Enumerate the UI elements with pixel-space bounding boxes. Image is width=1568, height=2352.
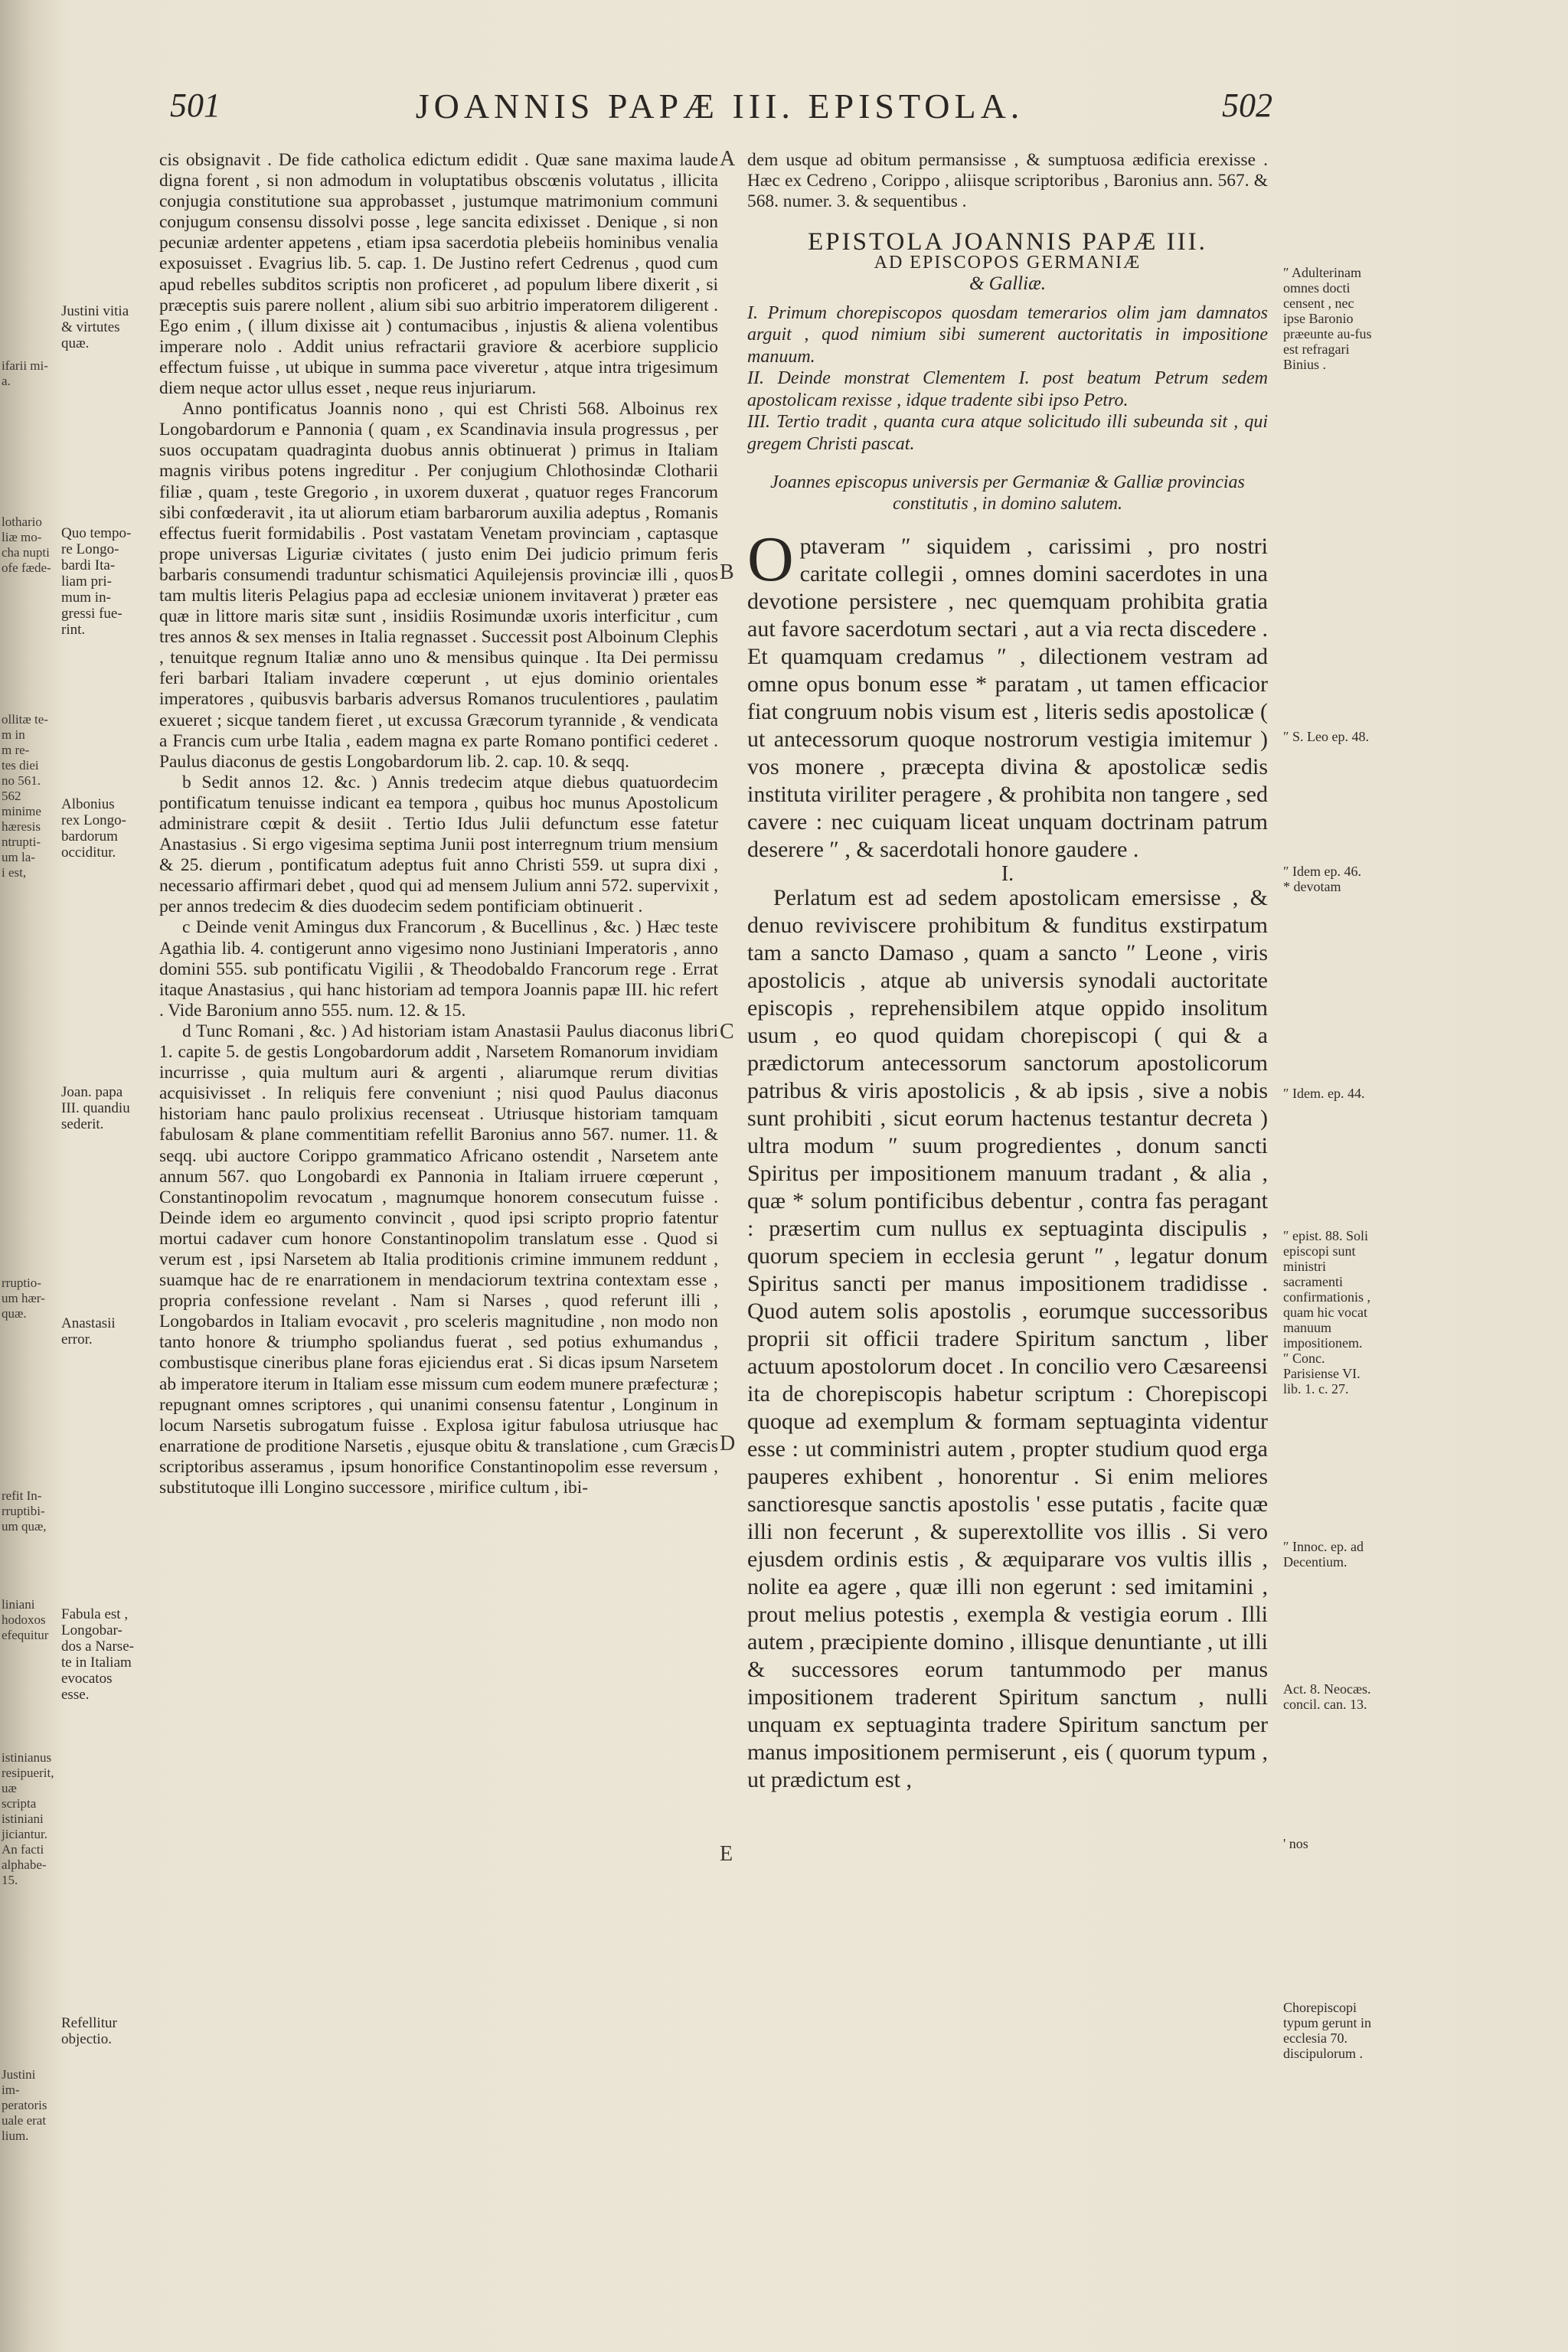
paragraph: ptaveram ″ siquidem , carissimi , pro nostri caritate collegii , omnes domini sacerdotes in una devotione persistere , nec quemquam prohibita gratia aut favore sacerdotum sectari , aut a via recta discedere . Et quamquam credamus ″ , dilectionem vestram ad omne opus bonum esse * paratam , ut tamen efficacior fiat congruum nobis visum est , literis sedis apostolicæ ( ut antecessorum quoque nostrorum vestigia imitemur ) vos monere , præcepta divina & apostolicæ sedis instituta viriliter peragere , & prohibita non tangere , sed cavere : nec cuiquam liceat unquam doctrinam patrum deserere ″ , & sacerdotali honore gaudere . bbox=[747, 534, 1268, 863]
epistle-subtitle: & Galliæ. bbox=[969, 273, 1046, 295]
section-letter: E bbox=[720, 1842, 733, 1866]
bleed-note: Justini im- peratoris uale erat lium. bbox=[2, 2067, 47, 2143]
side-note: Albonius rex Longo- bardorum occiditur. bbox=[61, 796, 126, 861]
section-letter: A bbox=[720, 147, 736, 171]
paragraph: Perlatum est ad sedem apostolicam emersisse , & denuo reviviscere prohibitum & funditus exstirpatum tam a sancto Damaso , quam a sancto ″ Leone , viris apostolicis , atque ab universis synodali auctoritate episcopis , reprehensibilem atque oppido insolitum usum , eo quod quidam chorepiscopi ( qui & a prædictorum antecessorum sanctorum apostolicorum patribus & viris apostolicis , & ab ipsis , sive a nobis sunt prohibiti , sicut eorum hactenus testantur decreta ) ultra modum ″ suum progredientes , donum sancti Spiritus per impositionem manuum tradant , & alia , quæ * solum pontificibus debentur , contra fas peragant : præsertim cum nullus ex septuaginta discipulis , quorum speciem in ecclesia gerunt ″ , legatur donum Spiritus sancti per manus impositionem tradidisse . Quod autem solis apostolis , eorumque successoribus proprii sit officii tradere Spiritum sanctum , liber actuum apostolorum docet . In concilio vero Cæsareensi ita de chorepiscopis habetur scriptum : Chorepiscopi quoque ad exemplum & formam septuaginta videntur esse : ut comministri autem , propter studium quod erga pauperes exhibent , honorentur . Si enim meliores sanctioresque sanctis apostolis ' esse putatis , facite quæ illi non fecerunt , & superextollite vos illis . Si vero ejusdem ordinis estis , & æquiparare vos vultis illis , nolite ea agere , quæ illi non egerunt : sed imitamini , prout melius potestis , exempla & vestigia eorum . Illi autem , præcipiente domino , illisque denuntiante , ut illi & successores eorum tantummodo per manus impositionem traderent Spiritum sanctum , nulli unquam ex septuaginta tradere Spiritum sanctum per manus impositionem permiserunt , eis ( quorum typum , ut prædictum est , bbox=[747, 885, 1268, 1793]
side-note: Anastasii error. bbox=[61, 1315, 116, 1348]
section-letter: D bbox=[720, 1432, 736, 1455]
summary-item: II. Deinde monstrat Clementem I. post beatum Petrum sedem apostolicam rexisse , idque tradente sibi ipso Petro. bbox=[747, 368, 1268, 410]
bleed-note: ollitæ te- m in m re- tes diei no 561. 562 minime hæresis ntrupti- um la- i est, bbox=[2, 712, 48, 880]
footnote-b: b Sedit annos 12. &c. ) Annis tredecim atque diebus quatuordecim pontificatum tenuisse indicant ea tempora , quibus hoc munus Apostolicum administrare cœpit & desiit . Tertio Idus Julii defunctum esse fatetur Anastasius . Si ergo vigesima septima Junii post interregnum trium mensium & 25. dierum , pontificatum adeptus fuit anno Christi 559. ut supra dixi , necessario affirmari debet , quod qui ad mensem Julium anni 572. supervixit , per annos tredecim & dies duodecim sedem pontificiam obtinuerit . bbox=[159, 772, 718, 917]
side-note: ″ Idem. ep. 44. bbox=[1283, 1086, 1365, 1101]
summary-item: III. Tertio tradit , quanta cura atque solicitudo illi subeunda sit , qui gregem Christi pascat. bbox=[747, 412, 1268, 454]
footnote-c: c Deinde venit Amingus dux Francorum , & Bucellinus , &c. ) Hæc teste Agathia lib. 4. contigerunt anno vigesimo nono Justiniani Imperatoris , anno domini 555. sub pontificatu Vigilii , & Theodobaldo Francorum rege . Errat itaque Anastasius , qui hanc historiam ad tempora Joannis papæ III. hic refert . Vide Baronium anno 555. num. 12. & 15. bbox=[159, 917, 718, 1021]
footnote-d: d Tunc Romani , &c. ) Ad historiam istam Anastasii Paulus diaconus libri 1. capite 5. de gestis Longobardorum addit , Narsetem Romanorum invidiam incurrisse , quia multum auri & argenti , aliarumque rerum divitias acquisivisset . In reliquis fere conveniunt ; nisi quod Paulus diaconus historiam hanc paulo prolixius recenseat . Utriusque historiam tamquam fabulosam & plane commentitiam refellit Baronius anno 567. numer. 11. & seqq. ubi auctore Corippo grammatico Africano ostendit , Narsetem ante annum 567. quo Longobardi ex Pannonia in Italiam irruere cœperunt , Constantinopolim revocatum , magnumque honorem consecutum fuisse . Deinde idem eo argumento convincit , quod ipsi scripto proprio fatentur mortui cadaver cum honore Constantinopolim translatum esse . Quod si verum est , ipsi Narsetem ab Italia proditionis crimine immunem reddunt , suamque hac de re enarrationem in mendaciorum textrina contextam esse , propria confessione revelant . Nam si Narses , quod referunt illi , Longobardos in Italiam evocavit , pro sceleris magnitudine , non modo non tanto honore & triumpho spoliandus fuerat , sed potius exhumandus , combustisque cineribus plane foras ejiciendus erat . Si dicas ipsum Narsetem ab imperatore iterum in Italiam esse missum cum eodem munere præfecturæ ; repugnant omnes scriptores , qui unanimi consensu fatentur , Longinum in locum Narsetis subrogatum fuisse . Explosa igitur fabulosa utriusque hac enarratione de proditione Narsetis , ejusque obitu & translatione , cum Græcis scriptoribus asseramus , ipsum honorifice Constantinopolim esse reversum , substitutoque illi Longino successore , mirifice cultum , ibi- bbox=[159, 1021, 718, 1498]
section-letter: C bbox=[720, 1020, 734, 1044]
side-note: ″ Innoc. ep. ad Decentium. bbox=[1283, 1539, 1364, 1570]
page-title: JOANNIS PAPÆ III. EPISTOLA. bbox=[415, 87, 1024, 126]
side-note: ″ Idem ep. 46. * devotam bbox=[1283, 864, 1361, 894]
bleed-note: istinianus resipuerit, uæ scripta istiniani jiciantur. An facti alphabe- 15. bbox=[2, 1750, 54, 1887]
bleed-note: rruptio- um hær- quæ. bbox=[2, 1276, 45, 1321]
section-letter: B bbox=[720, 560, 734, 584]
side-note: Joan. papa III. quandiu sederit. bbox=[61, 1084, 130, 1132]
side-note: ″ Adulterinam omnes docti censent , nec ipse Baronio præeunte au-fus est refragari Binius . bbox=[1283, 265, 1372, 372]
epistle-opening bbox=[747, 524, 1268, 864]
paragraph: Anno pontificatus Joannis nono , qui est Christi 568. Alboinus rex Longobardorum e Pannonia ( quam , ex Scandinavia insula progressus , per suos occupatam quadraginta duobus annis obtinuerat ) primus in Italiam magnis viribus potens ingreditur . Per conjugium Chlothosindæ Clotharii filiæ , quam , teste Gregorio , in uxorem duxerat , quatuor reges Francorum sibi confœderavit , ita ut aliorum etiam barbarorum auxilia adeptus , Romanis effectus fuerit formidabilis . Post vastatam Venetam provinciam , captasque prope universas Liguriæ civitates ( justo enim Dei judicio primum feris barbaris consumendi traduntur schismatici Aquilejensis provinciæ illi , quos tam multis literis Pelagius papa ad ecclesiæ unionem invitaverat ) præter eas quæ in littore maris sitæ sunt , insidiis Rosimundæ uxoris interficitur , cum tres annos & sex menses in Italia regnasset . Successit post Alboinum Clephis , tenuitque regnum Italiæ anno uno & mensibus quinque . Ita Dei permissu feri barbari Italiam invadere cœperunt , ut ejus dominio orientales imperatores , quibusvis barbaris adversus Romanos truculentiores , paulatim exueret ; sicque tandem fieret , ut excussa Græcorum tyrannide , & vendicata a Francis cum urbe Italia , eadem magna ex parte Romano pontifici cederet . Paulus diaconus de gestis Longobardorum lib. 2. cap. 10. & seqq. bbox=[159, 399, 718, 772]
paragraph: cis obsignavit . De fide catholica edictum edidit . Quæ sane maxima laude digna forent , si non admodum in voluptatibus obscœnis volutatus , illicita conjugia constitutione sua approbasset , justumque matrimonium communi conjugum consensu dissolvi posse , lege sancita edixisset . Denique , si non pecuniæ ardenter appetens , etiam ipsa sacerdotia plebeiis hominibus venalia exposuisset . Evagrius lib. 5. cap. 1. De Justino refert Cedrenus , quod cum apud rebelles subditos scriptis non proficeret , ad populum libere dixerit , si præceptis suis parere nollent , alium sibi suo arbitrio imperatorem diligerent . Ego enim , ( illum dixisse ait ) contumacibus , injustis & aliena volentibus imperare nolo . Addit unius refractarii graviore & acerbiore supplicio effectum fuisse , ut ubique in summa pace viveretur , atque intra trigesimum diem neque actor ullus esset , neque reus injuriarum. bbox=[159, 150, 718, 399]
side-note: Quo tempo- re Longo- bardi Ita- liam pri- mum in- gressi fue- rint. bbox=[61, 525, 132, 638]
bleed-note: refit In- rruptibi- um quæ, bbox=[2, 1488, 47, 1534]
side-note: ″ epist. 88. Soli episcopi sunt ministri sacramenti confirmationis , quam hic vocat manuum impositionem. ″ Conc. Parisiense VI. lib. 1. c. 27. bbox=[1283, 1228, 1370, 1396]
epistle-title: EPISTOLA JOANNIS PAPÆ III. bbox=[808, 228, 1207, 256]
bleed-note: liniani hodoxos efequitur bbox=[2, 1597, 49, 1642]
paragraph: dem usque ad obitum permansisse , & sumptuosa ædificia erexisse . Hæc ex Cedreno , Corippo , aliisque scriptoribus , Baronius ann. 567. & 568. numer. 3. & sequentibus . bbox=[747, 150, 1268, 212]
bleed-note: ifarii mi- a. bbox=[2, 358, 48, 388]
right-text-column bbox=[747, 150, 1268, 1794]
page-number-left: 501 bbox=[170, 87, 220, 124]
side-note: Act. 8. Neocæs. concil. can. 13. bbox=[1283, 1681, 1371, 1712]
side-note: Refellitur objectio. bbox=[61, 2015, 117, 2047]
page-number-right: 502 bbox=[1222, 87, 1272, 124]
facing-page-bleed bbox=[0, 0, 54, 2352]
epistle-subtitle: AD EPISCOPOS GERMANIÆ bbox=[874, 253, 1142, 273]
section-number: I. bbox=[1001, 862, 1014, 887]
drop-cap: O bbox=[747, 524, 794, 596]
left-text-column bbox=[159, 150, 718, 1498]
running-header bbox=[161, 86, 1279, 132]
summary-item: I. Primum chorepiscopos quosdam temerarios olim jam damnatos arguit , quod nimium sibi sumerent auctoritatis in impositione manuum. bbox=[747, 302, 1268, 367]
side-note: Fabula est , Longobar- dos a Narse- te in Italiam evocatos esse. bbox=[61, 1606, 134, 1703]
epistle-address: Joannes episcopus universis per Germaniæ & Galliæ provincias constitutis , in domino salutem. bbox=[770, 472, 1245, 514]
side-note: ″ S. Leo ep. 48. bbox=[1283, 729, 1369, 744]
side-note: Justini vitia & virtutes quæ. bbox=[61, 303, 129, 351]
bleed-note: lothario liæ mo- cha nupti ofe fæde- bbox=[2, 514, 51, 575]
side-note: Chorepiscopi typum gerunt in ecclesia 70. discipulorum . bbox=[1283, 2000, 1371, 2061]
side-note: ' nos bbox=[1283, 1836, 1308, 1851]
